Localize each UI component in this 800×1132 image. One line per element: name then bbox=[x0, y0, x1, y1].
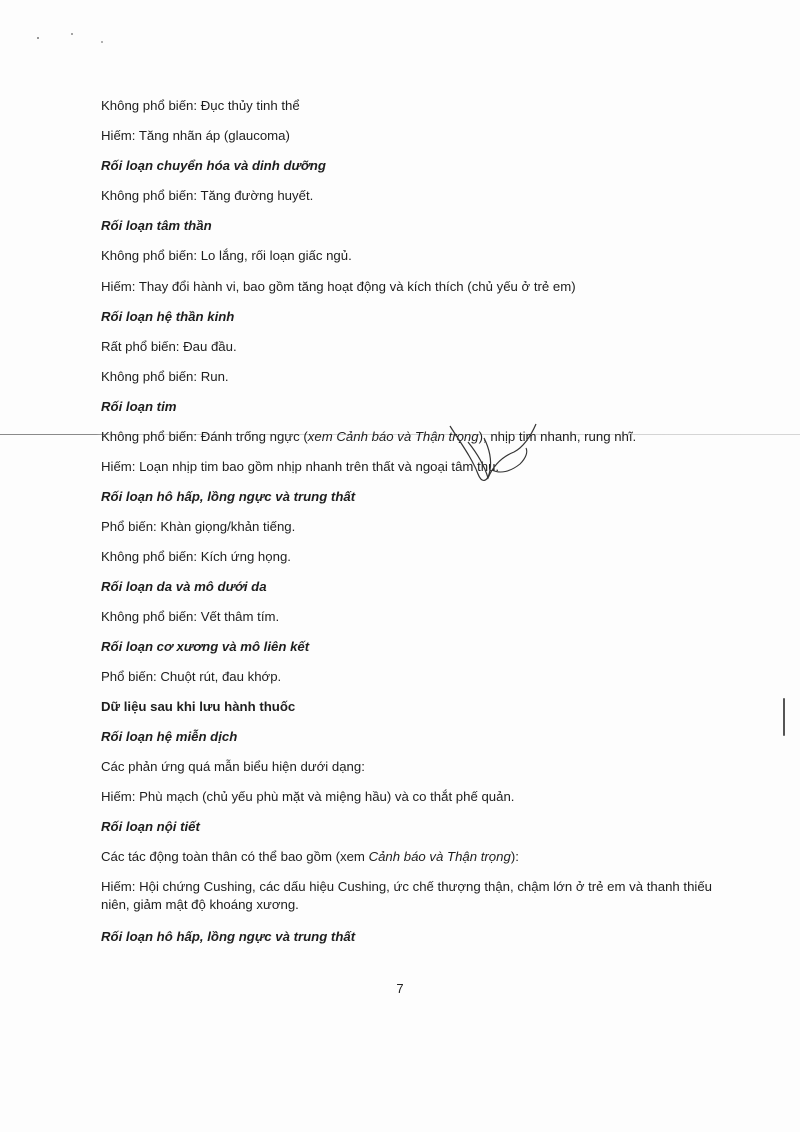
text-line: Không phổ biến: Tăng đường huyết. bbox=[101, 188, 314, 203]
text-line: Hiếm: Loạn nhịp tim bao gồm nhịp nhanh trên thất và ngoại tâm thu. bbox=[101, 459, 500, 474]
text-line: Không phổ biến: Vết thâm tím. bbox=[101, 609, 280, 624]
text-segment: Không phổ biến: Đánh trống ngực ( bbox=[101, 429, 308, 444]
section-heading: Rối loạn tâm thần bbox=[101, 218, 212, 233]
text-line: Phổ biến: Chuột rút, đau khớp. bbox=[101, 669, 282, 684]
text-line: Không phổ biến: Đục thủy tinh thể bbox=[101, 98, 300, 113]
section-heading: Rối loạn hệ thần kinh bbox=[101, 309, 235, 324]
italic-reference: Cảnh báo và Thận trọng bbox=[368, 849, 511, 864]
text-line: Rất phổ biến: Đau đầu. bbox=[101, 339, 237, 354]
text-line: Hiếm: Tăng nhãn áp (glaucoma) bbox=[101, 128, 290, 143]
text-line: Phổ biến: Khàn giọng/khản tiếng. bbox=[101, 519, 296, 534]
text-line: Không phổ biến: Lo lắng, rối loạn giấc ngủ. bbox=[101, 248, 352, 263]
section-heading: Rối loạn hệ miễn dịch bbox=[101, 729, 238, 744]
scan-edge-mark bbox=[783, 698, 785, 736]
section-heading: Rối loạn hô hấp, lồng ngực và trung thất bbox=[101, 929, 356, 944]
italic-reference: xem Cảnh báo và Thận trọng bbox=[307, 429, 479, 444]
section-heading: Rối loạn hô hấp, lồng ngực và trung thất bbox=[101, 489, 356, 504]
text-paragraph: Hiếm: Hội chứng Cushing, các dấu hiệu Cushing, ức chế thượng thận, chậm lớn ở trẻ em và thanh thiếu niên, giảm mật độ khoáng xương. bbox=[101, 879, 713, 912]
section-heading: Rối loạn tim bbox=[101, 399, 177, 414]
text-line-mixed bbox=[101, 428, 751, 446]
text-line: Không phổ biến: Kích ứng họng. bbox=[101, 549, 291, 564]
section-heading: Rối loạn chuyển hóa và dinh dưỡng bbox=[101, 158, 326, 173]
text-line: Các phản ứng quá mẫn biểu hiện dưới dạng: bbox=[101, 759, 365, 774]
text-segment: Các tác động toàn thân có thể bao gồm (xem bbox=[101, 849, 369, 864]
handwritten-signature bbox=[430, 412, 560, 492]
section-heading: Rối loạn nội tiết bbox=[101, 819, 200, 834]
section-heading: Rối loạn cơ xương và mô liên kết bbox=[101, 639, 310, 654]
text-segment: ): bbox=[510, 849, 519, 864]
text-line: Hiếm: Phù mạch (chủ yếu phù mặt và miệng hầu) và co thắt phế quản. bbox=[101, 789, 515, 804]
section-heading: Dữ liệu sau khi lưu hành thuốc bbox=[101, 699, 296, 714]
page-number: 7 bbox=[396, 981, 404, 996]
text-line: Hiếm: Thay đổi hành vi, bao gồm tăng hoạt động và kích thích (chủ yếu ở trẻ em) bbox=[101, 279, 576, 294]
scan-specks bbox=[30, 30, 120, 50]
text-segment: ), nhịp tim nhanh, rung nhĩ. bbox=[478, 429, 637, 444]
section-heading: Rối loạn da và mô dưới da bbox=[101, 579, 267, 594]
text-line-mixed bbox=[101, 848, 751, 866]
text-line: Không phổ biến: Run. bbox=[101, 369, 229, 384]
